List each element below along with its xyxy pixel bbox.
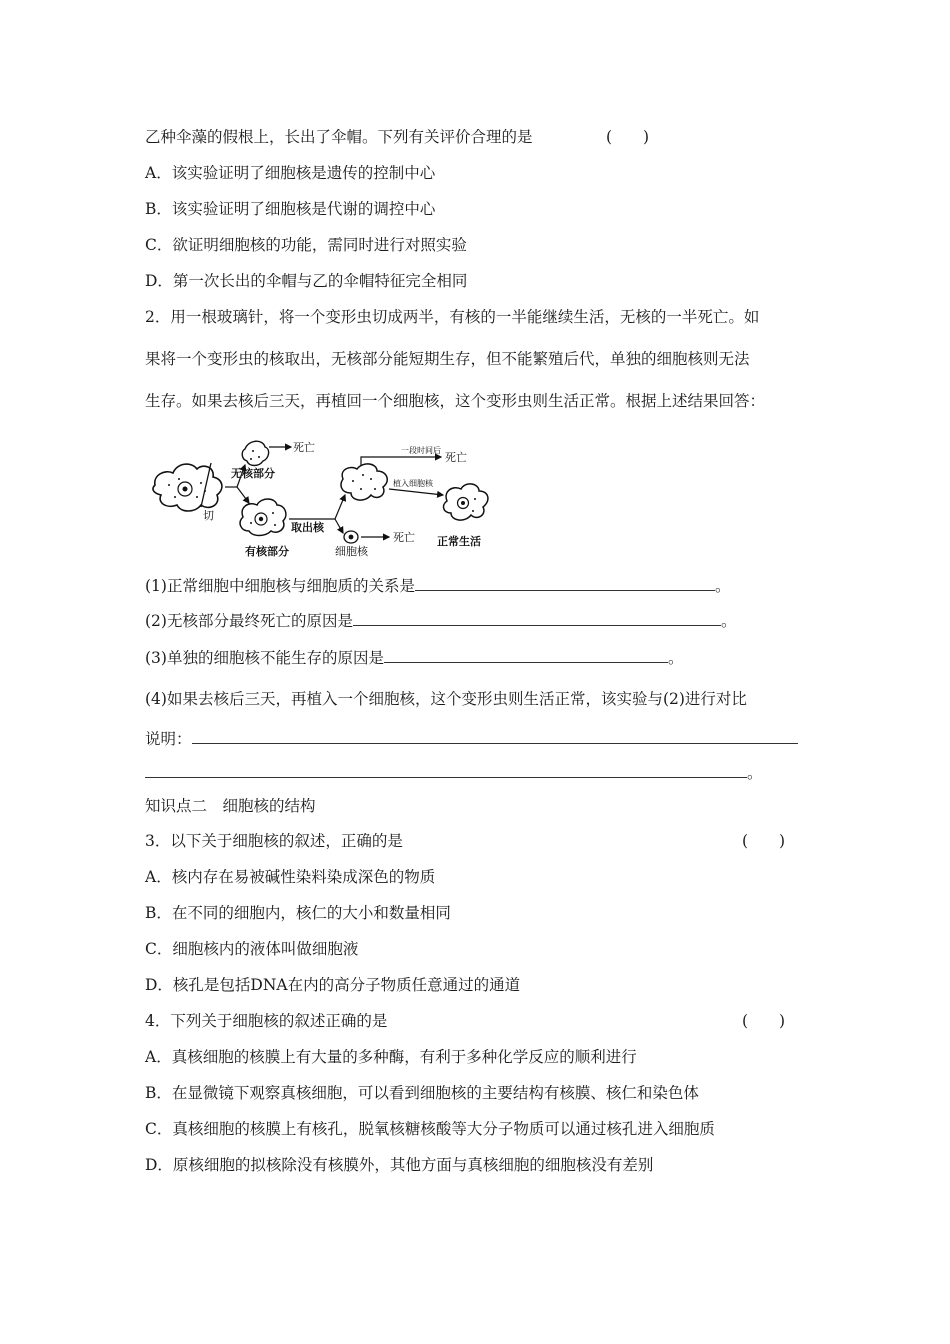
- label-no-nucleus: 无核部分: [231, 467, 275, 480]
- label-death-top: 死亡: [293, 441, 315, 454]
- label-nucleus: 细胞核: [335, 545, 368, 558]
- q4-answer-paren[interactable]: ( ): [742, 1012, 786, 1030]
- q2-sub1-blank[interactable]: [415, 576, 715, 591]
- whole-amoeba: [153, 464, 222, 511]
- q2-sub3-blank[interactable]: [384, 648, 668, 663]
- amoeba-experiment-diagram: [145, 437, 495, 573]
- label-cut: 切: [203, 509, 214, 522]
- label-remove-nucleus: 取出核: [291, 521, 324, 534]
- q3-option-d: D．核孔是包括DNA在内的高分子物质任意通过的通道: [145, 976, 521, 994]
- q1-answer-paren[interactable]: ( ): [606, 128, 650, 146]
- q3-option-b: B．在不同的细胞内，核仁的大小和数量相同: [145, 904, 451, 922]
- q3-option-c: C．细胞核内的液体叫做细胞液: [145, 940, 359, 958]
- q3-option-a: A．核内存在易被碱性染料染成深色的物质: [145, 868, 436, 886]
- q2-sub4-blank-1[interactable]: [192, 729, 798, 744]
- label-implant: 植入细胞核: [393, 479, 433, 488]
- no-nucleus-part: [242, 441, 268, 465]
- q4-option-d: D．原核细胞的拟核除没有核膜外，其他方面与真核细胞的细胞核没有差别: [145, 1156, 654, 1174]
- q1-option-b: B．该实验证明了细胞核是代谢的调控中心: [145, 200, 436, 218]
- q2-sub4-explain-2: 。: [145, 763, 763, 783]
- isolated-nucleus: [344, 531, 358, 543]
- q2-sub4-explain: 说明：: [145, 729, 798, 749]
- q1-option-d: D．第一次长出的伞帽与乙的伞帽特征完全相同: [145, 272, 468, 290]
- q4-option-a: A．真核细胞的核膜上有大量的多种酶，有利于多种化学反应的顺利进行: [145, 1048, 637, 1066]
- q2-stem-line-3: 生存。如果去核后三天，再植回一个细胞核，这个变形虫则生活正常。根据上述结果回答：: [145, 392, 766, 410]
- section-2-title: 知识点二 细胞核的结构: [145, 797, 316, 815]
- normal-amoeba: [444, 484, 488, 520]
- enucleated-amoeba: [341, 464, 387, 500]
- q2-stem-line-2: 果将一个变形虫的核取出，无核部分能短期生存，但不能繁殖后代，单独的细胞核则无法: [145, 350, 750, 368]
- q4-option-c: C．真核细胞的核膜上有核孔，脱氧核糖核酸等大分子物质可以通过核孔进入细胞质: [145, 1120, 715, 1138]
- q2-stem-line-1: 2．用一根玻璃针，将一个变形虫切成两半，有核的一半能继续生活，无核的一半死亡。如: [145, 308, 760, 326]
- q2-sub4-blank-2[interactable]: [145, 763, 747, 778]
- glass-needle: [201, 463, 211, 507]
- q1-option-c: C．欲证明细胞核的功能，需同时进行对照实验: [145, 236, 467, 254]
- q4-option-b: B．在显微镜下观察真核细胞，可以看到细胞核的主要结构有核膜、核仁和染色体: [145, 1084, 699, 1102]
- q2-sub3: (3)单独的细胞核不能生存的原因是 。: [145, 649, 684, 667]
- q3-stem: 3．以下关于细胞核的叙述，正确的是: [145, 832, 403, 850]
- q2-sub1: (1)正常细胞中细胞核与细胞质的关系是 。: [145, 577, 731, 595]
- q2-sub4: (4)如果去核后三天，再植入一个细胞核，这个变形虫则生活正常，该实验与(2)进行对比: [145, 690, 747, 708]
- label-with-nucleus: 有核部分: [245, 545, 289, 558]
- label-death-bottom: 死亡: [393, 531, 415, 544]
- with-nucleus-part: [240, 499, 286, 536]
- label-after-time: 一段时间后: [401, 446, 441, 455]
- label-death-mid: 死亡: [445, 451, 467, 464]
- q1-stem: 乙种伞藻的假根上，长出了伞帽。下列有关评价合理的是: [145, 128, 533, 146]
- label-normal-life: 正常生活: [437, 535, 481, 548]
- q3-answer-paren[interactable]: ( ): [742, 832, 786, 850]
- q2-sub2-blank[interactable]: [353, 611, 721, 626]
- q4-stem: 4．下列关于细胞核的叙述正确的是: [145, 1012, 388, 1030]
- q1-option-a: A．该实验证明了细胞核是遗传的控制中心: [145, 164, 436, 182]
- q2-sub2: (2)无核部分最终死亡的原因是 。: [145, 612, 737, 630]
